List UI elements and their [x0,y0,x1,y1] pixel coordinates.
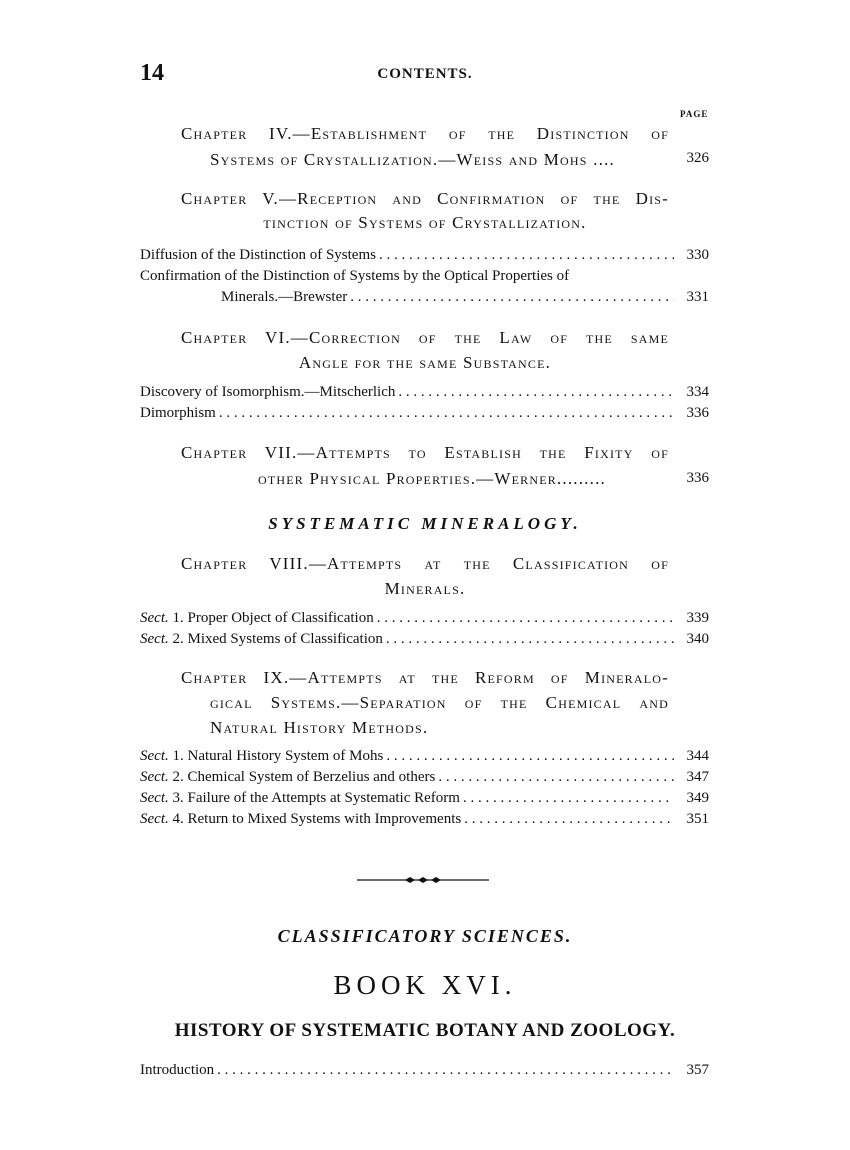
book-title: BOOK XVI. [333,970,517,1000]
toc-entry [140,405,709,427]
entry-page: 351 [686,811,709,827]
chapter-5-heading-line1: Chapter V.—Reception and Confirmation of the Dis- [181,189,669,208]
sect-label: Sect. [140,610,169,626]
entry-page: 336 [686,405,709,421]
leader-dots [398,384,674,401]
entry-title: 2. Chemical System of Berzelius and others [172,769,436,785]
toc-entry [140,790,709,812]
leader-dots [217,1062,674,1079]
entry-title: Confirmation of the Distinction of Systems by the Optical Properties of [140,268,570,284]
entry-title: 1. Natural History System of Mohs [172,748,384,764]
chapter-7-heading-line1: Chapter VII.—Attempts to Establish the Fixity of [181,443,669,462]
toc-entry [221,289,709,311]
entry-page: 339 [686,610,709,626]
entry-page: 331 [686,289,709,305]
entry-page: 334 [686,384,709,400]
chapter-6-heading-line1: Chapter VI.—Correction of the Law of the same [181,328,669,347]
entry-title: 2. Mixed Systems of Classification [172,631,383,647]
page-number: 14 [140,60,164,86]
entry-page: 344 [686,748,709,764]
entry-page: 349 [686,790,709,806]
chapter-9-heading-line2: gical Systems.—Separation of the Chemical and [210,693,669,712]
sect-label: Sect. [140,790,169,806]
leader-dots [438,769,674,786]
chapter-9-heading-line3: Natural History Methods. [210,718,429,737]
leader-dots [350,289,674,306]
entry-title: Minerals.—Brewster [221,289,348,305]
section-title-systematic-mineralogy: SYSTEMATIC MINERALOGY. [268,514,582,533]
toc-entry [140,748,709,770]
entry-title: Diffusion of the Distinction of Systems [140,247,376,263]
entry-title: 1. Proper Object of Classification [172,610,374,626]
entry-title: 4. Return to Mixed Systems with Improvements [172,811,462,827]
entry-page: 330 [686,247,709,263]
toc-entry [140,610,709,632]
leader-dots [386,748,674,765]
chapter-7-page: 336 [686,470,709,486]
chapter-4-page: 326 [686,150,709,166]
toc-entry [140,247,709,269]
sect-label: Sect. [140,631,169,647]
leader-dots [386,631,674,648]
sect-label: Sect. [140,748,169,764]
chapter-4-heading-line2: Systems of Crystallization.—Weiss and Mohs .... [210,150,615,169]
leader-dots [464,811,674,828]
leader-dots [219,405,674,422]
chapter-9-heading-line1: Chapter IX.—Attempts at the Reform of Mineralo- [181,668,669,687]
leader-dots [463,790,674,807]
chapter-7-heading-line2: other Physical Properties.—Werner......... [258,469,606,488]
page-column-label: PAGE [680,109,709,119]
entry-title: 3. Failure of the Attempts at Systematic Reform [172,790,460,806]
toc-entry [140,631,709,653]
entry-title: Dimorphism [140,405,216,421]
running-title: CONTENTS. [377,66,473,82]
entry-title: Discovery of Isomorphism.—Mitscherlich [140,384,396,400]
chapter-5-heading-line2: tinction of Systems of Crystallization. [263,213,587,232]
book-subtitle: HISTORY OF SYSTEMATIC BOTANY AND ZOOLOGY. [174,1020,676,1041]
leader-dots [377,610,674,627]
section-title-classificatory-sciences: CLASSIFICATORY SCIENCES. [277,926,573,946]
toc-entry [140,769,709,791]
leader-dots [379,247,674,264]
chapter-8-heading-line2: Minerals. [384,579,466,598]
entry-page: 347 [686,769,709,785]
toc-entry [140,1062,709,1084]
entry-page: 357 [686,1062,709,1078]
toc-entry [140,811,709,833]
entry-title: Introduction [140,1062,215,1078]
ornamental-divider [357,876,489,884]
chapter-6-heading-line2: Angle for the same Substance. [298,353,552,372]
toc-entry [140,384,709,406]
toc-entry [140,268,709,290]
entry-page: 340 [686,631,709,647]
sect-label: Sect. [140,769,169,785]
chapter-4-heading-line1: Chapter IV.—Establishment of the Distinction of [181,124,669,143]
sect-label: Sect. [140,811,169,827]
chapter-8-heading-line1: Chapter VIII.—Attempts at the Classification of [181,554,669,573]
